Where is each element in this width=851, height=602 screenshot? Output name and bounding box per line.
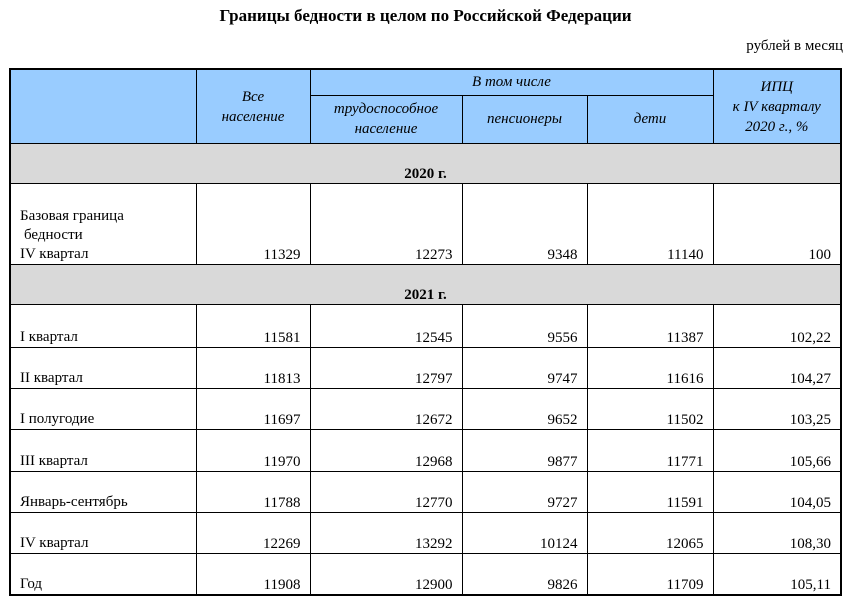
row-label: I квартал — [10, 305, 196, 347]
cell-cpi: 105,66 — [713, 430, 841, 471]
header-working-age: трудоспособное население — [310, 95, 462, 143]
cell-working-age: 12797 — [310, 347, 462, 388]
units-label: рублей в месяц — [746, 38, 843, 54]
cell-working-age: 12545 — [310, 305, 462, 347]
row-label: I полугодие — [10, 388, 196, 429]
cell-pensioners: 9556 — [462, 305, 587, 347]
header-pensioners: пенсионеры — [462, 95, 587, 143]
cell-children: 11387 — [587, 305, 713, 347]
cell-all-population: 11581 — [196, 305, 310, 347]
cell-working-age: 12672 — [310, 388, 462, 429]
cell-children: 11502 — [587, 388, 713, 429]
page-title: Границы бедности в целом по Российской Федерации — [219, 6, 632, 25]
cell-children: 11616 — [587, 347, 713, 388]
table-row — [10, 347, 841, 388]
cell-cpi: 100 — [713, 184, 841, 265]
cell-working-age: 12900 — [310, 554, 462, 595]
row-label: Январь-сентябрь — [10, 471, 196, 512]
cell-pensioners: 10124 — [462, 512, 587, 553]
table-row — [10, 184, 841, 265]
header-corner-cell — [10, 69, 196, 144]
table-row — [10, 512, 841, 553]
cell-all-population: 12269 — [196, 512, 310, 553]
cell-all-population: 11813 — [196, 347, 310, 388]
year-label: 2021 г. — [10, 264, 841, 304]
table-row — [10, 471, 841, 512]
cell-children: 12065 — [587, 512, 713, 553]
year-label: 2020 г. — [10, 144, 841, 184]
row-label: II квартал — [10, 347, 196, 388]
cell-children: 11140 — [587, 184, 713, 265]
row-label: IV квартал — [10, 512, 196, 553]
header-children: дети — [587, 95, 713, 143]
header-cpi: ИПЦ к IV кварталу 2020 г., % — [713, 69, 841, 144]
cell-pensioners: 9747 — [462, 347, 587, 388]
cell-pensioners: 9652 — [462, 388, 587, 429]
cell-working-age: 13292 — [310, 512, 462, 553]
cell-working-age: 12968 — [310, 430, 462, 471]
cell-working-age: 12770 — [310, 471, 462, 512]
table-row — [10, 388, 841, 429]
cell-all-population: 11788 — [196, 471, 310, 512]
cell-pensioners: 9877 — [462, 430, 587, 471]
cell-cpi: 104,05 — [713, 471, 841, 512]
cell-all-population: 11970 — [196, 430, 310, 471]
year-row-2020 — [10, 144, 841, 184]
cell-pensioners: 9727 — [462, 471, 587, 512]
table-row — [10, 305, 841, 347]
cell-pensioners: 9348 — [462, 184, 587, 265]
cell-all-population: 11697 — [196, 388, 310, 429]
row-label: III квартал — [10, 430, 196, 471]
cell-children: 11771 — [587, 430, 713, 471]
table-row — [10, 554, 841, 595]
row-label: Базовая граница бедности IV квартал — [10, 184, 196, 265]
year-row-2021 — [10, 264, 841, 304]
cell-cpi: 105,11 — [713, 554, 841, 595]
cell-cpi: 103,25 — [713, 388, 841, 429]
header-group-including: В том числе — [310, 69, 713, 95]
cell-pensioners: 9826 — [462, 554, 587, 595]
cell-children: 11709 — [587, 554, 713, 595]
cell-all-population: 11329 — [196, 184, 310, 265]
table-row — [10, 430, 841, 471]
cell-working-age: 12273 — [310, 184, 462, 265]
poverty-lines-table — [9, 68, 842, 596]
cell-cpi: 104,27 — [713, 347, 841, 388]
cell-all-population: 11908 — [196, 554, 310, 595]
cell-children: 11591 — [587, 471, 713, 512]
header-all-population: Все население — [196, 69, 310, 144]
cell-cpi: 102,22 — [713, 305, 841, 347]
cell-cpi: 108,30 — [713, 512, 841, 553]
row-label: Год — [10, 554, 196, 595]
